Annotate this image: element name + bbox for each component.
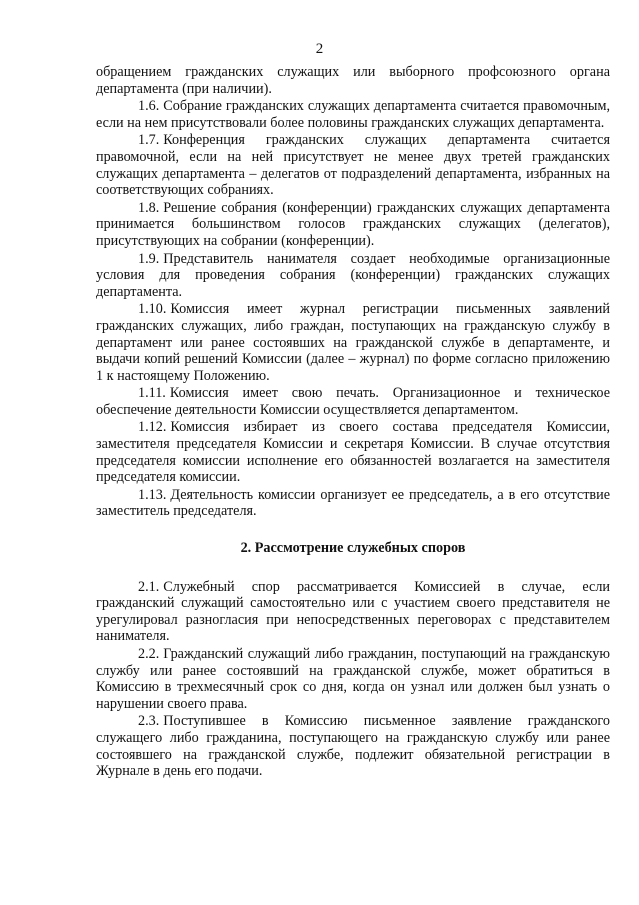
paragraph-text: Деятельность комиссии организует ее председатель, а в его отсутствие заместитель председателя.	[96, 486, 610, 520]
paragraph-1-6	[96, 98, 610, 131]
paragraph-number: 2.2.	[138, 646, 160, 662]
paragraph-2-1	[96, 579, 610, 645]
paragraph-text: Конференция гражданских служащих департамента считается правомочной, если на ней присутствует не менее двух третей гражданских служащих департамента – делегатов от подразделений департамента, избранных на соответствующих собраниях.	[96, 132, 610, 199]
paragraph-1-11	[96, 385, 610, 418]
paragraph-text: Собрание гражданских служащих департамента считается правомочным, если на нем присутствовали более половины гражданских служащих департамента.	[96, 98, 610, 131]
document-body	[96, 64, 610, 781]
paragraph-text: Служебный спор рассматривается Комиссией в случае, если гражданский служащий самостоятельно или с участием своего представителя не урегулировал разногласия при непосредственных переговорах с представителем нанимателя.	[96, 578, 610, 645]
paragraph-number: 1.13.	[138, 486, 167, 503]
paragraph-1-10	[96, 301, 610, 384]
paragraph-number: 2.3.	[138, 713, 160, 730]
paragraph-text: Поступившее в Комиссию письменное заявление гражданского служащего либо гражданина, поступающего на гражданскую службу или ранее состоявшего на гражданской службе, подлежит обязательной регистрации в Журнале в день его подачи.	[96, 713, 610, 780]
paragraph-number: 1.9.	[138, 250, 160, 267]
paragraph-text: Комиссия имеет журнал регистрации письменных заявлений гражданских служащих, либо граждан, поступающих на гражданскую службу в департамент или ранее состоявших на гражданской службе в департаменте, и выдачи копий решений Комиссии (далее – журнал) по форме согласно приложению 1 к настоящему Положению.	[96, 301, 610, 384]
paragraph-text: Комиссия имеет свою печать. Организационное и техническое обеспечение деятельности Комиссии осуществляется департаментом.	[96, 385, 610, 418]
paragraph-number: 1.7.	[138, 132, 160, 149]
section-heading: 2. Рассмотрение служебных споров	[240, 540, 466, 557]
paragraph-continuation	[96, 64, 610, 97]
paragraph-1-8	[96, 200, 610, 250]
paragraph-number: 1.6.	[138, 98, 160, 115]
paragraph-1-13	[96, 487, 610, 520]
paragraph-2-2	[96, 646, 610, 712]
paragraph-text: Решение собрания (конференции) гражданских служащих департамента принимается большинством голосов гражданских служащих (делегатов), присутствующих на собрании (конференции).	[96, 199, 610, 249]
paragraph-2-3	[96, 713, 610, 779]
paragraph-1-9	[96, 251, 610, 301]
paragraph-text: Представитель нанимателя создает необходимые организационные условия для проведения собрания (конференции) гражданских служащих департамента.	[96, 250, 610, 300]
paragraph-1-12	[96, 419, 610, 485]
paragraph-number: 1.11.	[138, 385, 166, 402]
paragraph-number: 1.10.	[138, 301, 167, 318]
paragraph-text: обращением гражданских служащих или выборного профсоюзного органа департамента (при наличии).	[96, 64, 610, 97]
page-number: 2	[315, 41, 324, 57]
paragraph-1-7	[96, 132, 610, 198]
paragraph-text: Гражданский служащий либо гражданин, поступающий на гражданскую службу или ранее состоявший на гражданской службе, может обратиться в Комиссию в трехмесячный срок со дня, когда он узнал или должен был узнать о нарушении своего права.	[96, 646, 610, 712]
paragraph-text: Комиссия избирает из своего состава председателя Комиссии, заместителя председателя Комиссии и секретаря Комиссии. В случае отсутствия председателя комиссии исполнение его обязанностей возлагается на заместителя председателя комиссии.	[96, 419, 610, 486]
paragraph-number: 1.12.	[138, 419, 167, 436]
paragraph-number: 2.1.	[138, 578, 160, 595]
paragraph-number: 1.8.	[138, 199, 160, 216]
